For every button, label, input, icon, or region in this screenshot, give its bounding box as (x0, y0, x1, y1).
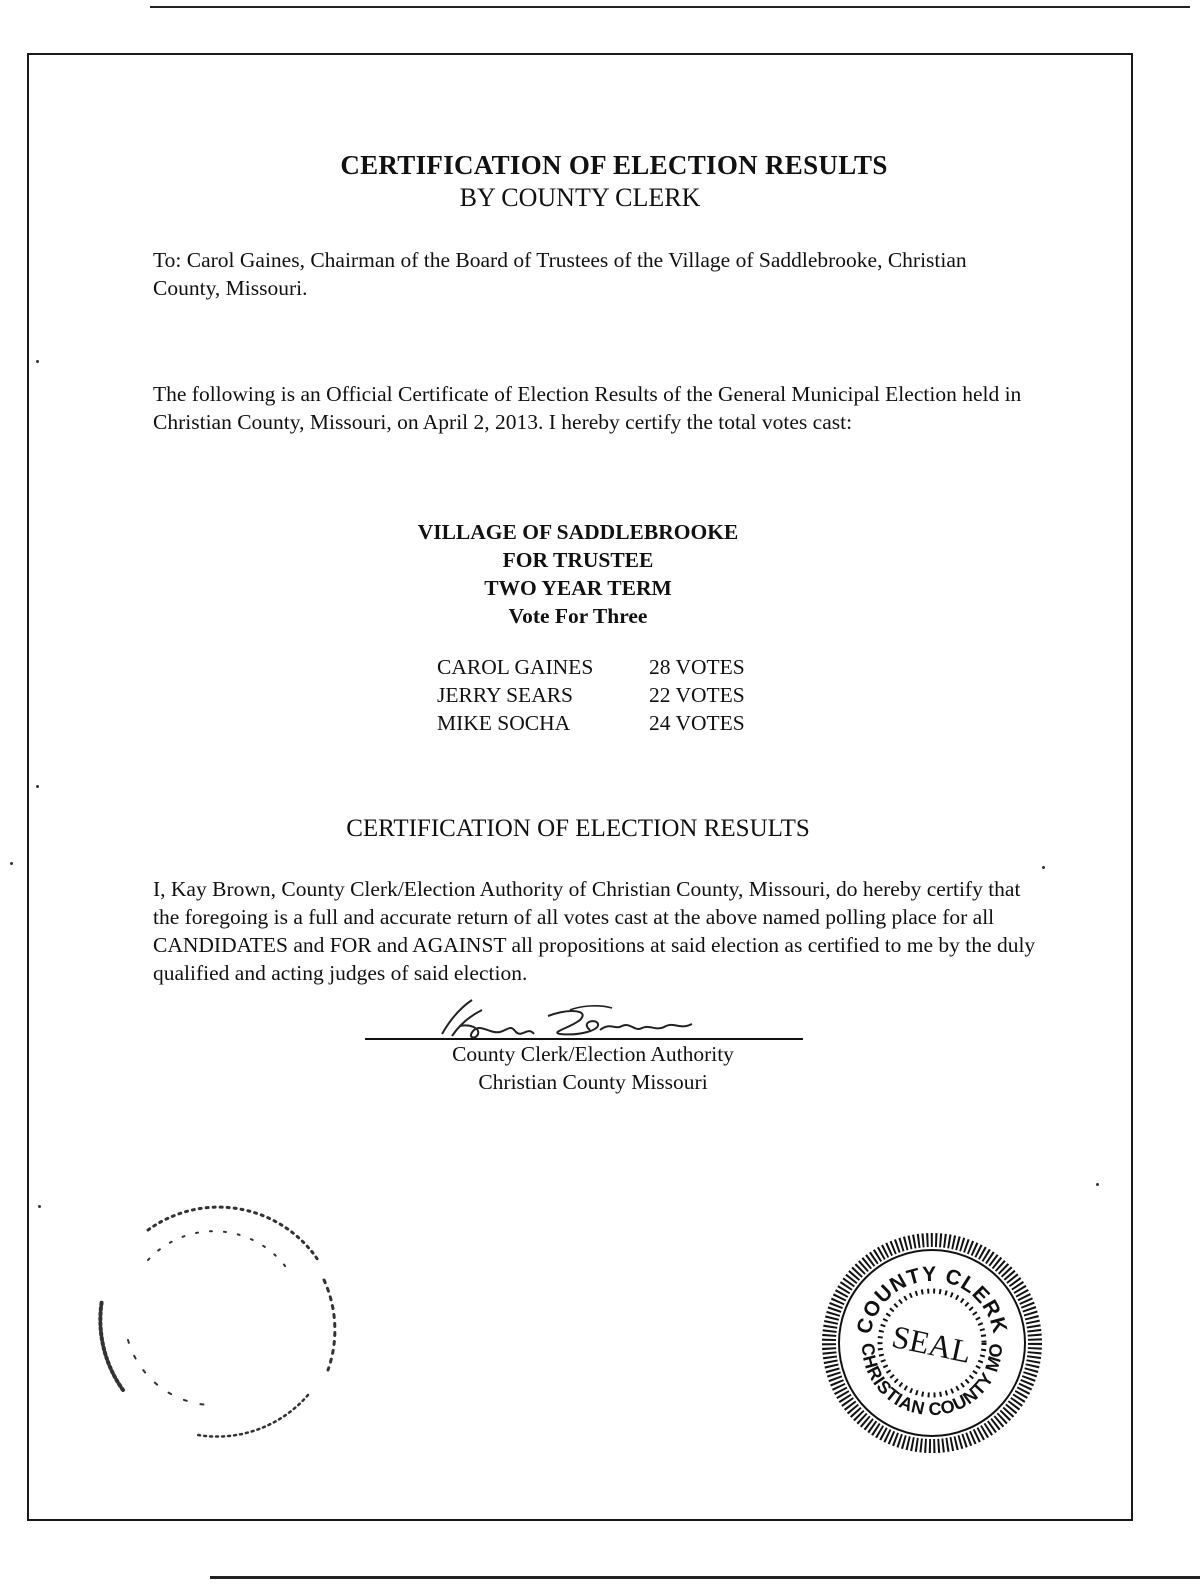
scan-speck (36, 360, 39, 363)
scan-speck (36, 785, 39, 788)
county-clerk-seal (822, 1233, 1042, 1453)
seal-bottom-text: CHRISTIAN COUNTY MO (857, 1342, 1007, 1420)
candidate-votes: 22 VOTES (649, 683, 745, 707)
race-vote-for: Vote For Three (508, 604, 648, 628)
scan-speck (1042, 866, 1045, 869)
signature-organization: Christian County Missouri (478, 1070, 708, 1094)
candidate-votes: 24 VOTES (649, 711, 745, 735)
certification-paragraph: I, Kay Brown, County Clerk/Election Authority of Christian County, Missouri, do hereby certify that the foregoing is a full and accurate return of all votes cast at the above named polling place for all CANDIDATES and FOR and AGAINST all propositions at said election as certified to me by the duly qualified and acting judges of said election. (153, 877, 1036, 985)
candidate-name: MIKE SOCHA (437, 711, 571, 735)
race-term: TWO YEAR TERM (484, 576, 672, 600)
document-subtitle: BY COUNTY CLERK (459, 183, 701, 212)
seal-top-text: COUNTY CLERK (852, 1262, 1012, 1337)
signature-caption (0, 1040, 1186, 1096)
scan-speck (10, 862, 13, 865)
candidate-name: CAROL GAINES (437, 655, 594, 679)
table-row (437, 653, 745, 681)
race-heading (0, 518, 1156, 630)
candidate-name: JERRY SEARS (437, 683, 574, 707)
signature-title: County Clerk/Election Authority (452, 1042, 734, 1066)
scan-edge-bottom (210, 1576, 1200, 1579)
document-title: CERTIFICATION OF ELECTION RESULTS (340, 150, 888, 180)
certification-heading: CERTIFICATION OF ELECTION RESULTS (346, 815, 810, 842)
race-jurisdiction: VILLAGE OF SADDLEBROOKE (417, 520, 739, 544)
results-table (437, 653, 745, 737)
candidate-votes: 28 VOTES (649, 655, 745, 679)
scan-speck (38, 1205, 41, 1208)
table-row (437, 681, 745, 709)
race-office: FOR TRUSTEE (502, 548, 654, 572)
intro-paragraph: The following is an Official Certificate of Election Results of the General Municipal Election held in Christian County, Missouri, on April 2, 2013. I hereby certify the total votes cast: (153, 382, 1022, 434)
seal-center-text: SEAL (888, 1318, 975, 1370)
addressee-line: To: Carol Gaines, Chairman of the Board of Trustees of the Village of Saddlebrooke, Christian County, Missouri. (153, 248, 967, 300)
scan-speck (1096, 1183, 1099, 1186)
embossed-seal-impression (88, 1190, 348, 1450)
scan-edge-top (150, 6, 1190, 8)
table-row (437, 709, 745, 737)
